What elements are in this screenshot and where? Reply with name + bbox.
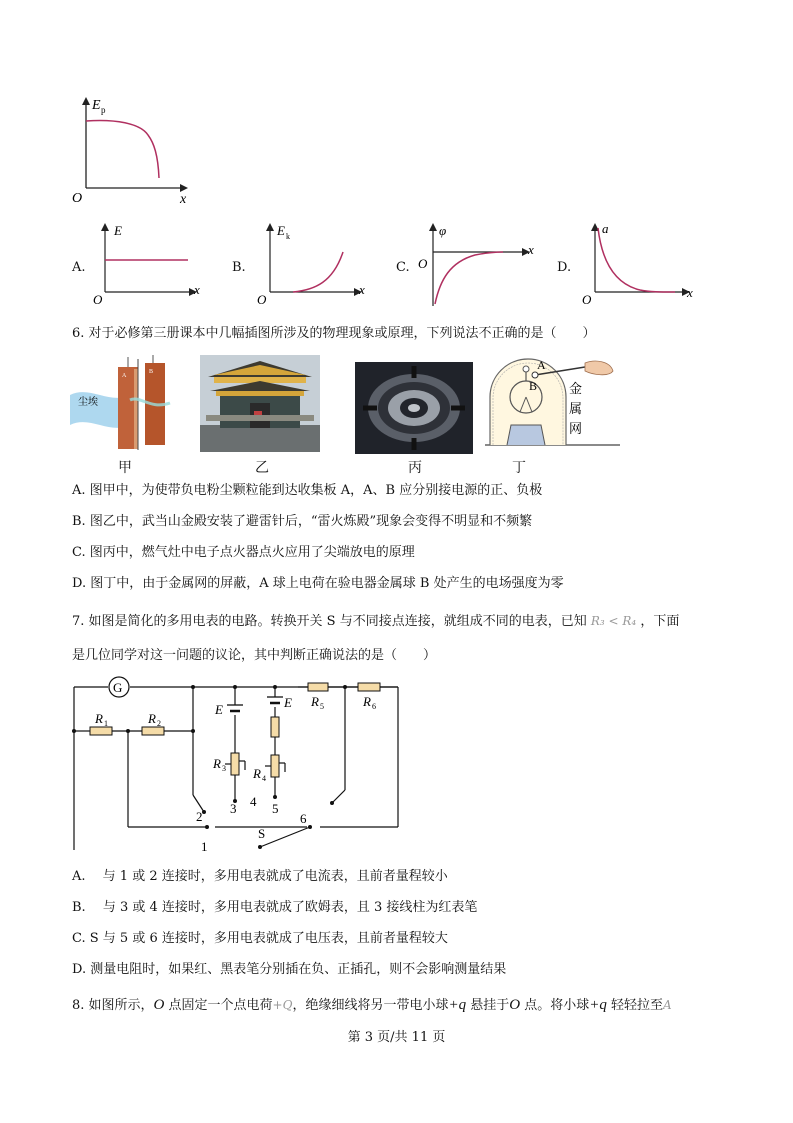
q5b-xlabel: x bbox=[359, 282, 365, 297]
r6-sub: 6 bbox=[372, 702, 376, 711]
e1-label: E bbox=[215, 702, 223, 717]
q5-option-d-letter: D. bbox=[557, 260, 572, 275]
galvanometer-label: G bbox=[113, 680, 123, 695]
q6-stem: 6. 对于必修第三册课本中几幅插图所涉及的物理现象或原理，下列说法不正确的是（ ） bbox=[72, 326, 596, 341]
net-label-3: 网 bbox=[569, 421, 583, 436]
plate-a-label: A bbox=[122, 373, 127, 379]
q8-o2: O bbox=[509, 997, 521, 1013]
q8-part3: ，绝缘细线将另一带电小球 bbox=[292, 998, 449, 1013]
ep-label: E bbox=[92, 98, 101, 113]
fig4-a-label: A bbox=[537, 358, 546, 372]
q5b-ysub: k bbox=[286, 232, 290, 241]
q5c-origin: O bbox=[418, 256, 428, 271]
q6-fig-yi-golden-hall bbox=[200, 355, 320, 452]
q8-q-big: +Q bbox=[272, 998, 293, 1012]
dust-label: 尘埃 bbox=[78, 397, 98, 408]
q6-option-d: D. 图丁中，由于金属网的屏蔽，A 球上电荷在验电器金属球 B 处产生的电场强度为零 bbox=[72, 576, 564, 591]
contact-4: 4 bbox=[250, 794, 257, 809]
q8-q-small: +q bbox=[448, 997, 467, 1013]
net-label-1: 金 bbox=[569, 381, 583, 396]
q5d-ylabel: a bbox=[602, 222, 609, 236]
multimeter-circuit bbox=[70, 675, 405, 853]
q8-a: A bbox=[662, 998, 672, 1012]
q8-part6: 轻轻拉至 bbox=[606, 998, 663, 1013]
contact-1: 1 bbox=[201, 839, 208, 853]
ep-sub: p bbox=[101, 105, 106, 115]
q7-option-a: A. 与 1 或 2 连接时，多用电表就成了电流表，且前者量程较小 bbox=[72, 869, 448, 884]
fig4-b-label: B bbox=[529, 379, 538, 393]
q6-fig-ding-electroscope bbox=[485, 357, 620, 449]
q8-part4: 悬挂于 bbox=[466, 998, 510, 1013]
q8-o1: O bbox=[153, 997, 165, 1013]
q7-option-b: B. 与 3 或 4 连接时，多用电表就成了欧姆表，且 3 接线柱为红表笔 bbox=[72, 900, 478, 915]
q5d-origin: O bbox=[582, 292, 592, 307]
plate-b-label: B bbox=[149, 369, 154, 375]
q6-fig-bing-gas-stove bbox=[355, 362, 473, 454]
q7-stem-line2: 是几位同学对这一问题的议论，其中判断正确说法的是（ ） bbox=[72, 648, 437, 663]
switch-label: S bbox=[258, 826, 266, 841]
r2-label: R bbox=[148, 711, 156, 726]
page-footer: 第 3 页/共 11 页 bbox=[347, 1030, 446, 1045]
q6-fig-jia bbox=[70, 355, 180, 455]
q7-stem-part2: ，下面 bbox=[640, 614, 680, 629]
q5b-origin: O bbox=[257, 292, 267, 307]
q8-stem bbox=[72, 996, 672, 1015]
contact-5: 5 bbox=[272, 801, 279, 816]
r5-sub: 5 bbox=[320, 702, 324, 711]
ep-x-graph bbox=[70, 95, 200, 210]
r6-label: R bbox=[363, 694, 371, 709]
q5-option-c-letter: C. bbox=[396, 260, 410, 275]
q5-graph-b bbox=[255, 222, 370, 307]
q6-option-c: C. 图丙中，燃气灶中电子点火器点火应用了尖端放电的原理 bbox=[72, 545, 415, 560]
caption-jia: 甲 bbox=[118, 460, 132, 476]
q6-option-a: A. 图甲中，为使带负电粉尘颗粒能到达收集板 A，A、B 应分别接电源的正、负极 bbox=[72, 483, 543, 498]
q5a-origin: O bbox=[93, 292, 103, 307]
q5-graph-d bbox=[580, 222, 700, 307]
q5d-xlabel: x bbox=[687, 285, 693, 300]
r1-label: R bbox=[95, 711, 103, 726]
q5-graph-a bbox=[90, 222, 205, 307]
caption-ding: 丁 bbox=[512, 460, 526, 476]
q5-option-b-letter: B. bbox=[232, 260, 246, 275]
r5-label: R bbox=[311, 694, 319, 709]
q7-condition: R₃ < R₄ bbox=[590, 614, 637, 628]
q5b-ylabel: E bbox=[277, 223, 285, 238]
r3-sub: 3 bbox=[222, 764, 226, 773]
origin-label: O bbox=[72, 191, 83, 206]
contact-2: 2 bbox=[196, 809, 203, 824]
q5a-ylabel: E bbox=[114, 223, 122, 238]
caption-bing: 丙 bbox=[408, 460, 422, 476]
q5a-xlabel: x bbox=[194, 282, 200, 297]
r2-sub: 2 bbox=[157, 719, 161, 728]
r1-sub: 1 bbox=[104, 719, 108, 728]
q8-q-small-2: +q bbox=[589, 997, 607, 1013]
q5-option-a-letter: A. bbox=[72, 260, 86, 275]
q7-stem-line1 bbox=[72, 612, 679, 631]
q8-part1: 8. 如图所示， bbox=[72, 998, 154, 1013]
q5c-ylabel: φ bbox=[439, 223, 447, 238]
contact-6: 6 bbox=[300, 811, 307, 826]
caption-yi: 乙 bbox=[255, 460, 269, 476]
r4-sub: 4 bbox=[262, 774, 266, 783]
q5-graph-c bbox=[415, 222, 540, 310]
x-label: x bbox=[180, 192, 187, 207]
q7-stem-part1: 7. 如图是简化的多用电表的电路。转换开关 S 与不同接点连接，就组成不同的电表，已知 bbox=[72, 614, 587, 629]
q7-option-d: D. 测量电阻时，如果红、黑表笔分别插在负、正插孔，则不会影响测量结果 bbox=[72, 962, 507, 977]
q5c-xlabel: x bbox=[528, 242, 534, 257]
net-label-2: 属 bbox=[569, 401, 583, 416]
q7-option-c: C. S 与 5 或 6 连接时，多用电表就成了电压表，且前者量程较大 bbox=[72, 931, 448, 946]
q8-part5: 点。将小球 bbox=[520, 998, 590, 1013]
contact-3: 3 bbox=[230, 801, 237, 816]
r3-label: R bbox=[213, 756, 221, 771]
r4-label: R bbox=[253, 766, 261, 781]
e2-label: E bbox=[284, 695, 292, 710]
q6-option-b: B. 图乙中，武当山金殿安装了避雷针后，“雷火炼殿”现象会变得不明显和不频繁 bbox=[72, 514, 533, 529]
q8-part2: 点固定一个点电荷 bbox=[164, 998, 273, 1013]
